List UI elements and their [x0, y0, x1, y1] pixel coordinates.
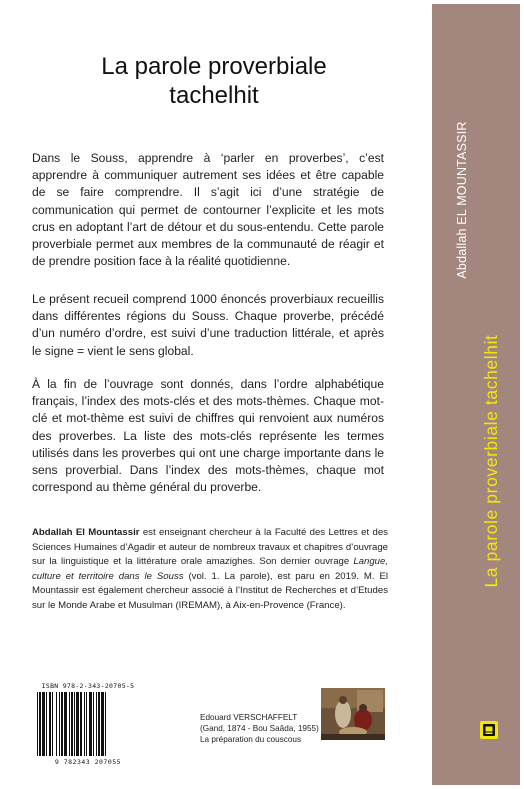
isbn-label: ISBN 978-2-343-20705-5 — [41, 682, 135, 690]
title-line-1: La parole proverbiale — [101, 53, 327, 80]
blurb-paragraph-2: Le présent recueil comprend 1000 énoncés proverbiaux recueillis dans différentes régions du Souss. Chaque proverbe, précédé d’un numéro d’ordre, est suivi d’une traduction littérale, et après le signe = vient le sens global. — [32, 292, 384, 358]
back-cover-title — [40, 52, 388, 110]
blurb-paragraph-3: À la fin de l’ouvrage sont donnés, dans l’ordre alphabétique français, l’index des mots-clés et des mots-thèmes. Chaque mot-clé et mot-thème est suivi de chiffres qui renvoient aux numéros des proverbes. La liste des mots-clés représente les termes utilisés dans les proverbes qui ont une charge importante dans le sens proverbial. Dans l’index des mots-thèmes, chaque mot correspond au thème général du proverbe. — [32, 377, 384, 495]
bio-book-title: Langue, culture et territoire dans le Souss — [32, 556, 388, 582]
caption-artist: Edouard VERSCHAFFELT — [200, 713, 298, 722]
caption-title: La préparation du couscous — [200, 734, 302, 744]
author-bio — [32, 526, 388, 614]
painting-thumbnail — [321, 688, 385, 740]
barcode-bars — [37, 692, 139, 756]
spine-band — [432, 4, 520, 785]
bio-text-1: est enseignant chercheur à la Faculté des Lettres et des Sciences Humaines d’Agadir et auteur de nombreux travaux et chapitres d’ouvrage sur la linguistique et la littérature orale amazighes. Son dernier ouvrage — [32, 527, 388, 568]
spine-title: La parole proverbiale tachelhit — [481, 334, 501, 588]
publisher-logo-icon — [480, 721, 498, 739]
bio-author-name: Abdallah El Mountassir — [32, 527, 140, 538]
spine-author: Abdallah EL MOUNTASSIR — [455, 121, 469, 279]
caption-dates: (Gand, 1874 - Bou Saâda, 1955) — [200, 723, 319, 733]
barcode-digits: 9 782343 207055 — [54, 758, 122, 766]
title-line-2: tachelhit — [169, 82, 259, 109]
isbn-barcode — [31, 682, 145, 768]
bio-text-2: (vol. 1. La parole), est paru en 2019. M. El Mountassir est également chercheur associé à l’Institut de Recherches et d’Etudes sur le Monde Arabe et Musulman (IREMAM), à Aix-en-Provence (France). — [32, 570, 388, 611]
blurb-paragraph-1: Dans le Souss, apprendre à ‘parler en proverbes’, c’est apprendre à communiquer autrement ses idées et être capable de se faire comprendre. Il s’agit ici d’une stratégie de communication qui permet de contourner l’explicite et les mots crus en adoptant l’art de détour et du sous-entendu. Cette parole proverbiale permet aux membres de la communauté de réagir et de prendre position face à la réalité quotidienne. — [32, 151, 384, 269]
